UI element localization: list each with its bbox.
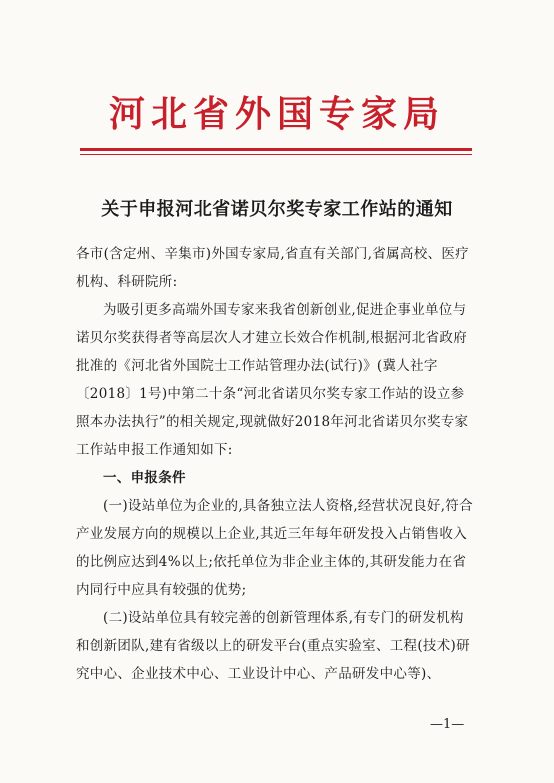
intro-paragraph: 为吸引更多高端外国专家来我省创新创业,促进企事业单位与诺贝尔奖获得者等高层次人才建立长效合作机制,根据河北省政府批准的《河北省外国院士工作站管理办法(试行)》(冀人社字〔2018〕1号)中第二十条“河北省诺贝尔奖专家工作站的设立参照本办法执行”的相关规定,现就做好2018年河北省诺贝尔奖专家工作站申报工作通知如下: xyxy=(76,302,469,458)
header-red-rule-thin xyxy=(80,154,472,155)
header-red-rule xyxy=(80,148,472,151)
issuing-authority-header: 河北省外国专家局 xyxy=(108,93,445,135)
addressee-line: 各市(含定州、辛集市)外国专家局,省直有关部门,省属高校、医疗机构、科研院所: xyxy=(76,246,469,290)
document-body xyxy=(76,240,476,688)
page-number: —1— xyxy=(430,717,465,732)
document-title: 关于申报河北省诺贝尔奖专家工作站的通知 xyxy=(101,199,453,220)
section-heading-conditions: 一、申报条件 xyxy=(103,470,186,486)
condition-item-2: (二)设站单位具有较完善的创新管理体系,有专门的研发机构和创新团队,建有省级以上的研发平台(重点实验室、工程(技术)研究中心、企业技术中心、工业设计中心、产品研发中心等)、 xyxy=(76,610,470,682)
condition-item-1: (一)设站单位为企业的,具备独立法人资格,经营状况良好,符合产业发展方向的规模以上企业,其近三年每年研发投入占销售收入的比例应达到4%以上;依托单位为非企业主体的,其研发能力在省内同行中应具有较强的优势; xyxy=(76,498,473,598)
